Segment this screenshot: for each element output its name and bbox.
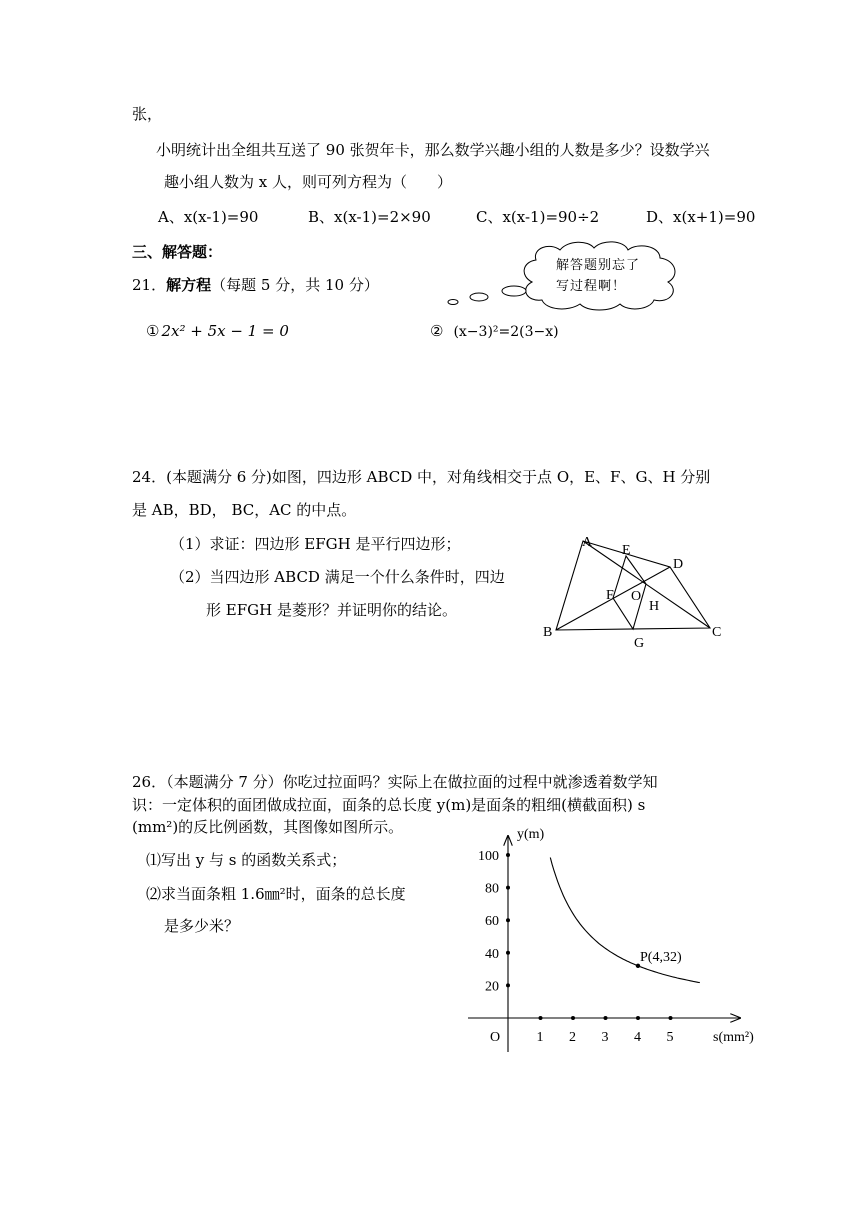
eq1-marker: ① [146,322,160,340]
q24-part2b: 形 EFGH 是菱形？并证明你的结论。 [206,601,457,619]
q21-title: 解方程 [166,276,212,294]
label-b: B [543,625,553,640]
y-tick-mark [506,951,510,955]
eq2-text: (x−3)²=2(3−x) [453,324,559,340]
label-f: F [606,588,614,603]
q20-option-c: C、x(x-1)=90÷2 [476,208,600,226]
x-tick-label: 1 [536,1030,544,1045]
q21-number: 21． [132,276,167,294]
q20-line1: 小明统计出全组共互送了 90 张贺年卡，那么数学兴趣小组的人数是多少？设数学兴 [156,141,710,159]
x-tick-mark [571,1016,575,1020]
x-tick-label: 3 [601,1030,609,1045]
point-p-label: P(4,32) [640,949,682,965]
x-tick-label: 4 [634,1030,641,1045]
q24-part2a: （2）当四边形 ABCD 满足一个什么条件时，四边 [170,568,505,586]
y-tick-mark [506,886,510,890]
x-tick-label: 5 [666,1030,674,1045]
q26-part2a: ⑵求当面条粗 1.6㎜²时，面条的总长度 [146,885,406,903]
section-heading: 三、解答题： [132,243,223,261]
y-tick-mark [506,918,510,922]
q20-line2: 趣小组人数为 x 人，则可列方程为（ ） [164,173,452,191]
label-o: O [631,589,642,604]
eq2-marker: ② [430,322,444,340]
x-tick-mark [604,1016,608,1020]
q20-option-b: B、x(x-1)=2×90 [308,208,431,226]
x-tick-label: 2 [569,1030,576,1045]
label-e: E [622,543,631,558]
q20-line0: 张， [132,105,163,123]
eq1-text: 2x² + 5x − 1 = 0 [161,322,289,340]
q24-line2: 是 AB，BD， BC，AC 的中点。 [132,501,357,519]
y-tick-mark [506,853,510,857]
y-tick-label: 20 [485,979,499,995]
bubble-line-1: 解答题别忘了 [556,258,641,273]
q20-option-a: A、x(x-1)=90 [158,208,259,226]
y-tick-label: 80 [485,881,499,897]
y-tick-mark [506,983,510,987]
y-tick-label: 40 [485,946,499,962]
origin-label: O [490,1030,501,1045]
q21-note: （每题 5 分，共 10 分） [211,276,379,294]
bubble-line-2: 写过程啊！ [556,279,627,294]
q26-line1: 26．（本题满分 7 分）你吃过拉面吗？实际上在做拉面的过程中就渗透着数学知 [132,773,658,791]
x-tick-mark [539,1016,543,1020]
x-tick-mark [636,1016,640,1020]
label-h: H [649,599,660,614]
q24-part1: （1）求证：四边形 EFGH 是平行四边形； [170,535,461,553]
label-a: A [582,535,593,550]
q26-part2b: 是多少米？ [164,917,240,935]
q26-line2: 识：一定体积的面团做成拉面，面条的总长度 y(m)是面条的粗细(横截面积) s [132,796,646,814]
q26-part1: ⑴写出 y 与 s 的函数关系式； [146,851,347,869]
label-d: D [673,557,684,572]
y-tick-label: 100 [478,849,499,864]
y-axis-label: y(m) [517,827,545,842]
q24-line1: 24．(本题满分 6 分)如图，四边形 ABCD 中，对角线相交于点 O，E、F、G、H 分别 [132,468,711,486]
q20-option-d: D、x(x+1)=90 [646,208,756,226]
x-axis-label: s(mm²) [713,1030,754,1045]
label-g: G [634,636,645,651]
y-tick-label: 60 [485,914,499,930]
label-c: C [712,625,722,640]
x-tick-mark [669,1016,673,1020]
q26-line3: (mm²)的反比例函数，其图像如图所示。 [132,818,404,836]
